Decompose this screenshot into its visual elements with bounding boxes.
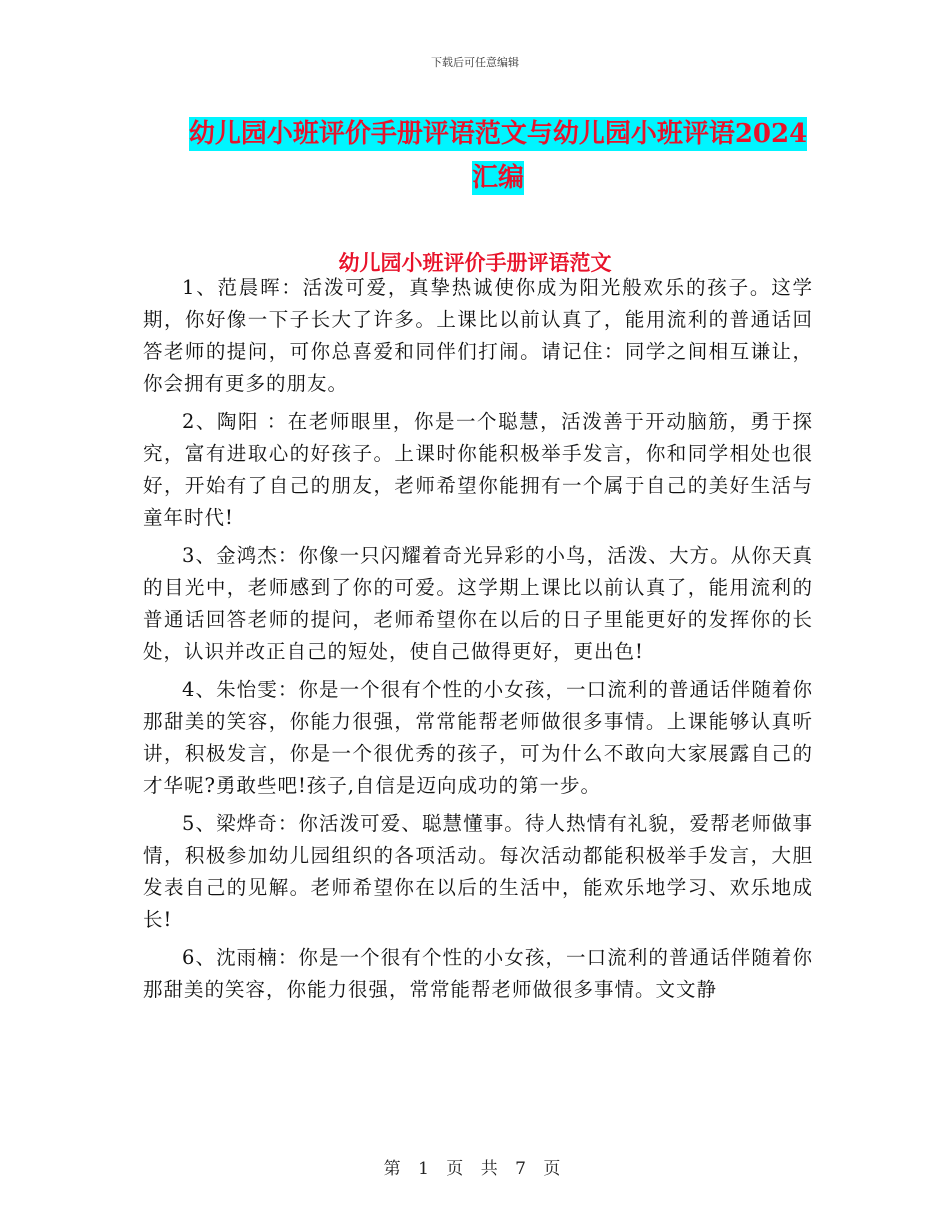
paragraph-4: 4、朱怡雯：你是一个很有个性的小女孩，一口流利的普通话伴随着你那甜美的笑容，你能力很强，常常能帮老师做很多事情。上课能够认真听讲，积极发言，你是一个很优秀的孩子，可为什么不敢向大家展露自己的才华呢?勇敢些吧!孩子,自信是迈向成功的第一步。 <box>143 678 813 797</box>
page-footer-number: 第 1 页 共 7 页 <box>383 1159 567 1179</box>
paragraph-3: 3、金鸿杰：你像一只闪耀着奇光异彩的小鸟，活泼、大方。从你天真的目光中，老师感到了你的可爱。这学期上课比以前认真了，能用流利的普通话回答老师的提问，老师希望你在以后的日子里能更好的发挥你的长处，认识并改正自己的短处，使自己做得更好，更出色! <box>143 544 813 663</box>
document-title-text: 幼儿园小班评价手册评语范文与幼儿园小班评语2024汇编 <box>188 119 808 193</box>
document-title <box>188 112 808 200</box>
paragraph-2: 2、陶阳 ：在老师眼里，你是一个聪慧，活泼善于开动脑筋，勇于探究，富有进取心的好孩子。上课时你能积极举手发言，你和同学相处也很好，开始有了自己的朋友，老师希望你能拥有一个属于自己的美好生活与童年时代! <box>143 410 813 529</box>
page-header-note: 下载后可任意编辑 <box>431 56 519 69</box>
document-body <box>143 272 813 1012</box>
paragraph-6: 6、沈雨楠：你是一个很有个性的小女孩，一口流利的普通话伴随着你那甜美的笑容，你能力很强，常常能帮老师做很多事情。文文静 <box>143 946 813 1001</box>
section-title: 幼儿园小班评价手册评语范文 <box>338 250 612 275</box>
paragraph-1: 1、范晨晖：活泼可爱，真挚热诚使你成为阳光般欢乐的孩子。这学期，你好像一下子长大了许多。上课比以前认真了，能用流利的普通话回答老师的提问，可你总喜爱和同伴们打闹。请记住：同学之间相互谦让，你会拥有更多的朋友。 <box>143 276 813 395</box>
paragraph-5: 5、梁烨奇：你活泼可爱、聪慧懂事。待人热情有礼貌，爱帮老师做事情，积极参加幼儿园组织的各项活动。每次活动都能积极举手发言，大胆发表自己的见解。老师希望你在以后的生活中，能欢乐地学习、欢乐地成长! <box>143 812 813 931</box>
